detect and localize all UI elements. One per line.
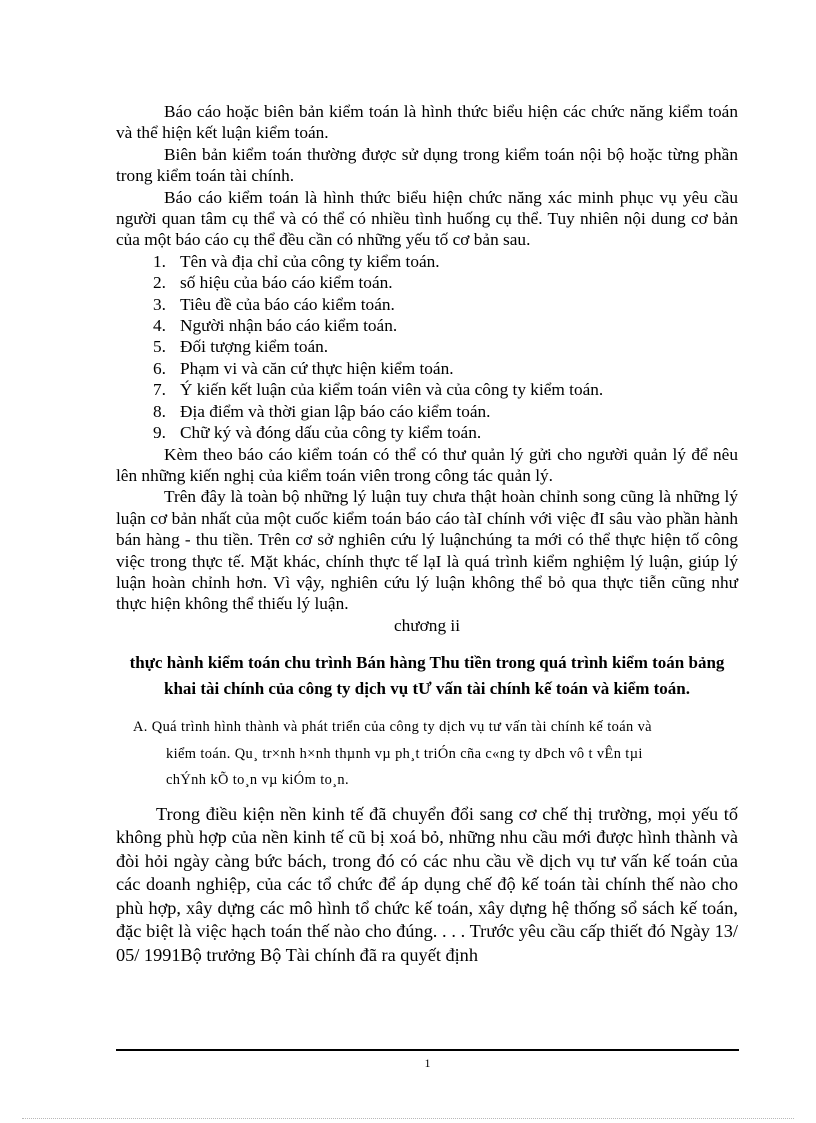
list-item-text: Đối tượng kiểm toán. (180, 337, 329, 357)
theory-summary-paragraph: Trên đây là toàn bộ những lý luận tuy chưa thật hoàn chỉnh song cũng là những lý luận cơ bản nhất của một cuốc kiểm toán báo cáo tàI chính với việc đI sâu vào phần hành bán hàng - thu tiền. Trên cơ sở nghiên cứu lý luậnchúng ta mới có thể thực hiện tố công việc trong thực tế. Mặt khác, chính thực tế lạI là quá trình kiểm nghiệm lý luận, giúp lý luận hoàn chỉnh hơn. Vì vậy, nghiên cứu lý luận không thể bỏ qua thực tiễn cũng như thực hiện không thể thiếu lý luận. (116, 487, 738, 614)
section-a-line-2: kiểm toán. Qu¸ tr×nh h×nh thµnh vµ ph¸t triÓn cña c«ng ty dÞch vô t vÊn tµi (166, 745, 643, 762)
list-item-number: 6. (153, 358, 166, 378)
report-elements-list (116, 251, 738, 444)
list-item (116, 294, 738, 315)
list-item-text: Phạm vi và căn cứ thực hiện kiểm toán. (180, 358, 454, 378)
list-item-number: 2. (153, 273, 166, 293)
list-item-number: 7. (153, 380, 166, 400)
section-a-line-1 (116, 714, 738, 741)
page-bottom-dotted-border (22, 1118, 794, 1119)
page-content (116, 101, 738, 967)
list-item-text: Địa điểm và thời gian lập báo cáo kiểm toán. (180, 401, 491, 421)
management-letter-paragraph: Kèm theo báo cáo kiểm toán có thể có thư quản lý gửi cho người quản lý để nêu lên những kiến nghị của kiểm toán viên trong công tác quản lý. (116, 444, 738, 485)
list-item (116, 315, 738, 336)
intro-paragraph-2: Biên bản kiểm toán thường được sử dụng trong kiểm toán nội bộ hoặc từng phần trong kiểm toán tài chính. (116, 144, 738, 186)
body-paragraph: Trong điều kiện nền kinh tế đã chuyển đổi sang cơ chế thị trường, mọi yếu tố không phù hợp của nền kinh tế cũ bị xoá bỏ, những nhu cầu mới được hình thành và đòi hỏi ngày càng bức bách, trong đó có các nhu cầu về dịch vụ tư vấn kế toán của các doanh nghiệp, của các tổ chức để áp dụng chế độ kế toán tài chính thế nào cho phù hợp, xây dựng các mô hình tổ chức kế toán, xây dựng hệ thống sổ sách kế toán, đặc biệt là việc hạch toán thế nào cho đúng. . . . Trước yêu cầu cấp thiết đó Ngày 13/ 05/ 1991Bộ trưởng Bộ Tài chính đã ra quyết định (116, 803, 738, 965)
section-a-line-3: chÝnh kÕ to¸n vµ kiÓm to¸n. (166, 772, 349, 789)
list-item (116, 358, 738, 379)
list-item (116, 272, 738, 293)
section-a-letter: A. (133, 719, 148, 736)
list-item (116, 379, 738, 400)
chapter-heading: thực hành kiểm toán chu trình Bán hàng Thu tiền trong quá trình kiểm toán bảng khai tài chính của công ty dịch vụ tƯ vấn tài chính kế toán và kiểm toán. (129, 653, 725, 699)
list-item-number: 9. (153, 423, 166, 443)
list-item-text: Tiêu đề của báo cáo kiểm toán. (180, 294, 395, 314)
list-item (116, 422, 738, 443)
intro-paragraph-1: Báo cáo hoặc biên bản kiểm toán là hình thức biểu hiện các chức năng kiểm toán và thể hiện kết luận kiểm toán. (116, 102, 738, 143)
list-item-text: số hiệu của báo cáo kiểm toán. (180, 273, 393, 293)
list-item-number: 5. (153, 337, 166, 357)
intro-paragraph-3: Báo cáo kiểm toán là hình thức biểu hiện chức năng xác minh phục vụ yêu cầu người quan tâm cụ thể và có thể có nhiều tình huống cụ thể. Tuy nhiên nội dung cơ bản của một báo cáo cụ thể đều cần có những yếu tố cơ bản sau. (116, 187, 738, 250)
footer-divider (116, 1049, 739, 1051)
list-item (116, 401, 738, 422)
list-item-number: 3. (153, 294, 166, 314)
page-number: 1 (424, 1056, 431, 1070)
section-a-heading (116, 714, 738, 794)
list-item-text: Tên và địa chỉ của công ty kiểm toán. (180, 251, 440, 271)
list-item-text: Ý kiến kết luận của kiểm toán viên và của công ty kiểm toán. (180, 380, 604, 400)
list-item-number: 1. (153, 251, 166, 271)
list-item-number: 4. (153, 316, 166, 336)
list-item-number: 8. (153, 401, 166, 421)
chapter-label: chương ii (393, 615, 461, 635)
list-item (116, 336, 738, 357)
list-item-text: Chữ ký và đóng dấu của công ty kiểm toán. (180, 423, 482, 443)
list-item (116, 251, 738, 272)
section-a-line-1-text: Quá trình hình thành và phát triển của công ty dịch vụ tư vấn tài chính kế toán và (151, 719, 652, 736)
list-item-text: Người nhận báo cáo kiểm toán. (180, 316, 398, 336)
